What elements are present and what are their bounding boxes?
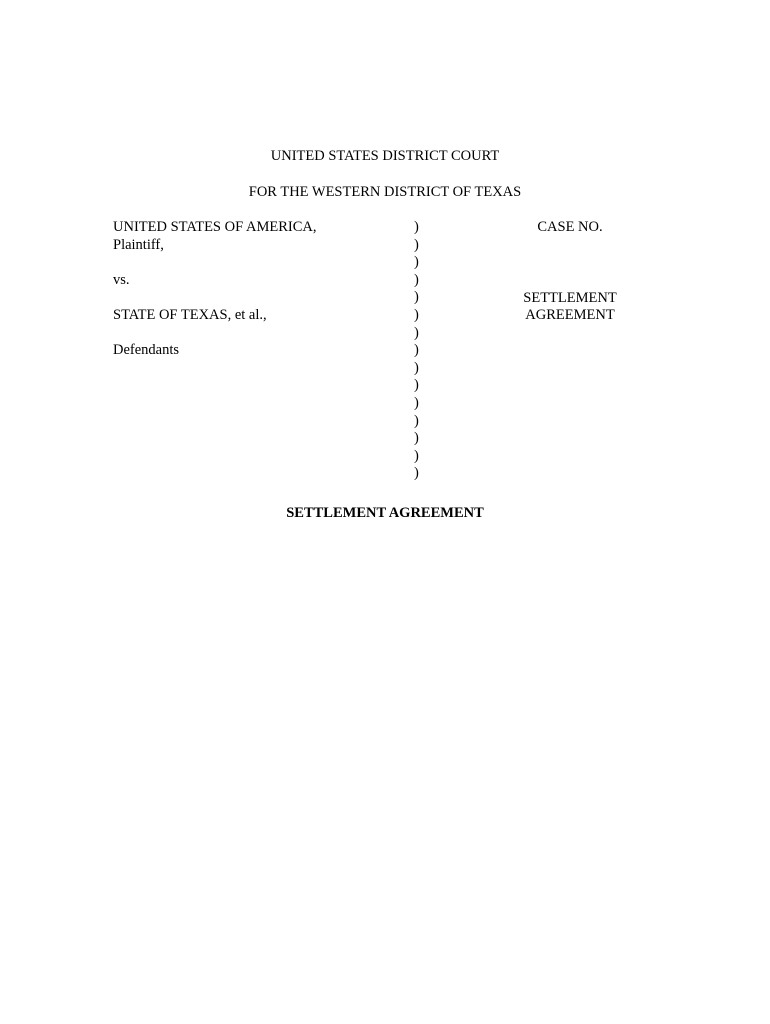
caption-spacer [113, 325, 403, 343]
caption-parenthesis: ) [414, 412, 419, 429]
caption-parenthesis: ) [414, 324, 419, 341]
caption-parenthesis: ) [414, 219, 419, 235]
document-type-label: SETTLEMENT AGREEMENT [523, 289, 617, 324]
caption-case-info [500, 219, 640, 325]
versus-label: vs. [113, 271, 130, 288]
caption-parenthesis: ) [414, 271, 419, 288]
caption-parties [113, 219, 403, 360]
caption-spacer [113, 254, 403, 272]
caption-parenthesis: ) [414, 254, 419, 271]
caption-parenthesis: ) [414, 394, 419, 411]
defendant-name: STATE OF TEXAS, et al., [113, 306, 267, 323]
case-number-label: CASE NO. [537, 219, 603, 235]
caption-parenthesis: ) [414, 447, 419, 464]
caption-parenthesis-column [414, 219, 428, 483]
plaintiff-role: Plaintiff, [113, 236, 164, 253]
plaintiff-name: UNITED STATES OF AMERICA, [113, 219, 317, 235]
court-title: UNITED STATES DISTRICT COURT [270, 148, 500, 164]
caption-parenthesis: ) [414, 465, 419, 482]
defendant-role: Defendants [113, 342, 180, 359]
caption-parenthesis: ) [414, 342, 419, 359]
caption-parenthesis: ) [414, 289, 419, 306]
caption-spacer [113, 289, 403, 307]
caption-parenthesis: ) [414, 359, 419, 376]
caption-parenthesis: ) [414, 430, 419, 447]
document-heading: SETTLEMENT AGREEMENT [286, 505, 484, 521]
caption-parenthesis: ) [414, 236, 419, 253]
caption-parenthesis: ) [414, 377, 419, 394]
caption-parenthesis: ) [414, 306, 419, 323]
court-district: FOR THE WESTERN DISTRICT OF TEXAS [248, 184, 522, 200]
